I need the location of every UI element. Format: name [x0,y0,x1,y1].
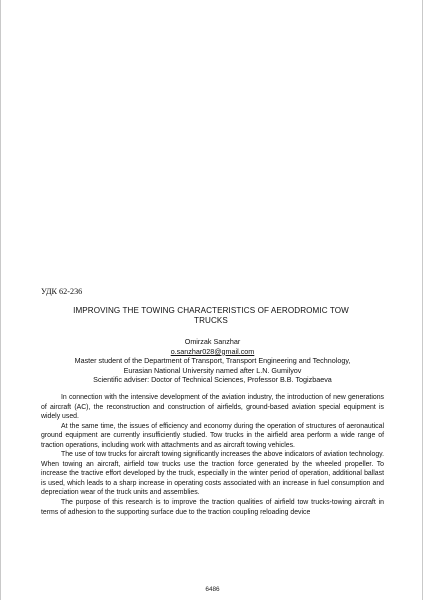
page-number: 6486 [205,586,220,593]
paragraph-3: The use of tow trucks for aircraft towing significantly increases the above indicators of aviation technology. When towing an aircraft, airfield tow trucks use the traction force generated by the wheeled propeller. To increase the tractive effort developed by the truck, especially in the winter period of operation, additional ballast is used, which leads to a sharp increase in operating costs associated with an increase in fuel consumption and depreciation wear of the truck units and assemblies. [41,451,384,497]
paragraph-2: At the same time, the issues of efficiency and economy during the operation of structures of aeronautical ground equipment are currently insufficiently studied. Tow trucks in the airfield area perform a wide range of traction operations, including work with attachments and as aircraft towing vehicles. [41,422,384,449]
udk-code: УДК 62-236 [41,287,83,296]
paragraph-1: In connection with the intensive development of the aviation industry, the introduction of new generations of aircraft (AC), the reconstruction and construction of airfields, ground-based aviation special equipment is widely used. [41,394,384,421]
paragraph-4: The purpose of this research is to improve the traction qualities of airfield tow trucks-towing aircraft in terms of adhesion to the supporting surface due to the traction coupling reloading device [41,499,384,516]
author-name: Omirzak Sanzhar [184,337,241,346]
paper-title: IMPROVING THE TOWING CHARACTERISTICS OF AERODROMIC TOW TRUCKS [73,306,349,325]
author-email-link[interactable]: o.sanzhar028@gmail.com [170,346,255,356]
author-affiliation-line-1: Master student of the Department of Transport, Transport Engineering and Technology, [74,356,351,366]
author-block [41,337,384,385]
scientific-adviser: Scientific adviser: Doctor of Technical Sciences, Professor B.B. Togizbaeva [93,375,332,385]
body-text [41,393,384,517]
author-affiliation-line-2: Eurasian National University named after L.N. Gumilyov [123,365,302,375]
